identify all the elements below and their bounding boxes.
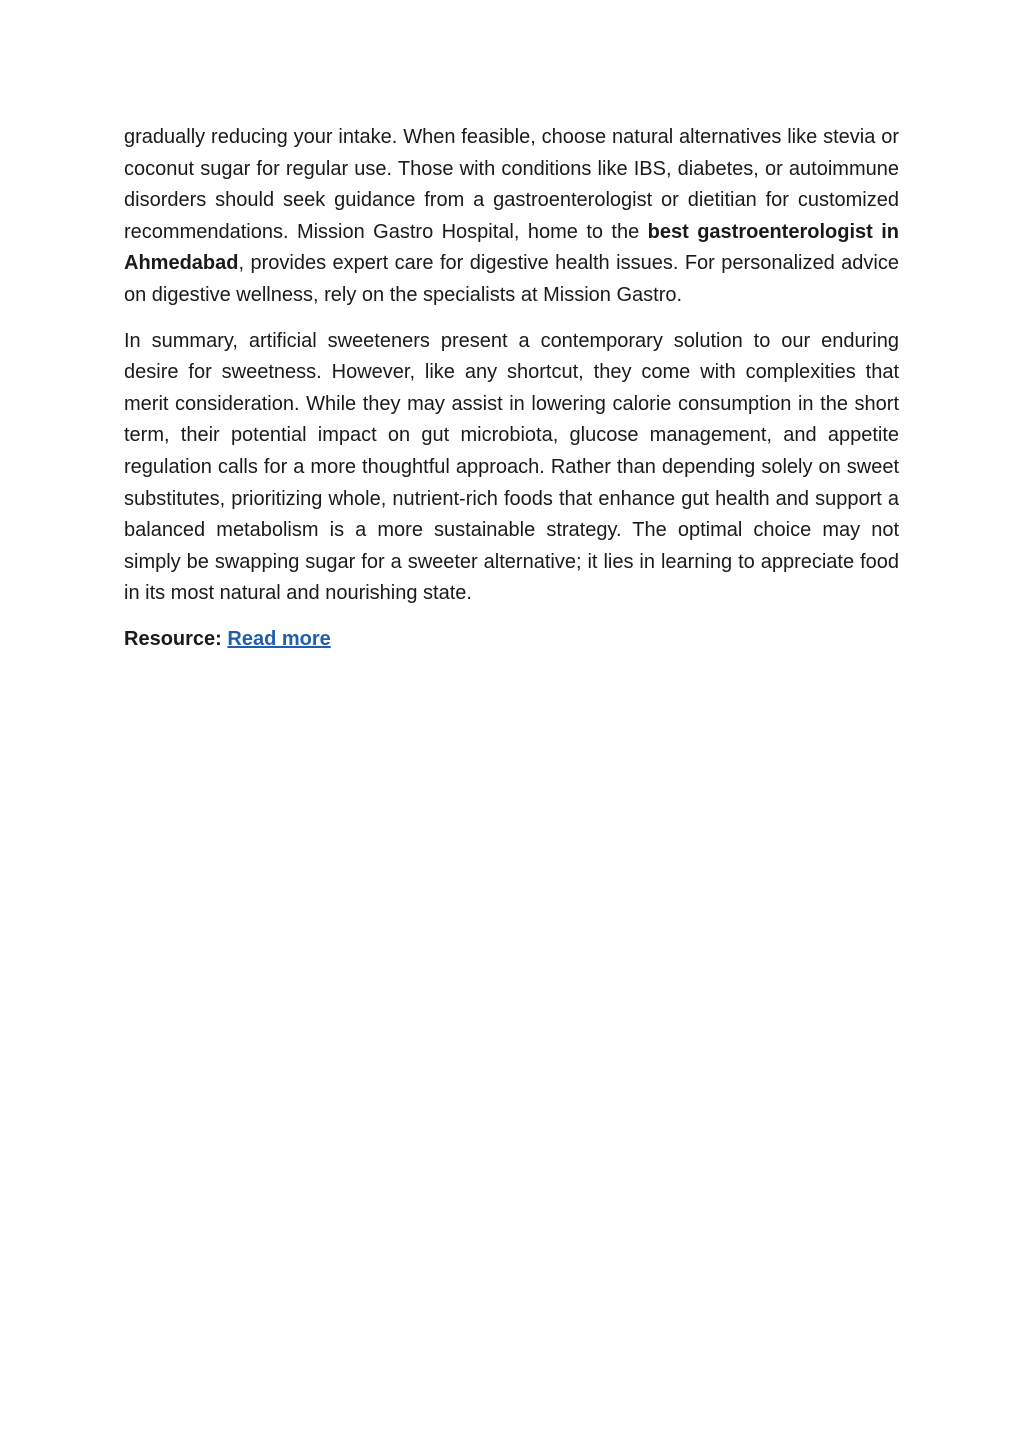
- resource-line: [124, 624, 899, 656]
- paragraph-summary: In summary, artificial sweeteners present a contemporary solution to our enduring desire for sweetness. However, like any shortcut, they come with complexities that merit consideration. While they may assist in lowering calorie consumption in the short term, their potential impact on gut microbiota, glucose management, and appetite regulation calls for a more thoughtful approach. Rather than depending solely on sweet substitutes, prioritizing whole, nutrient-rich foods that enhance gut health and support a balanced metabolism is a more sustainable strategy. The optimal choice may not simply be swapping sugar for a sweeter alternative; it lies in learning to appreciate food in its most natural and nourishing state.: [124, 329, 899, 605]
- read-more-link[interactable]: Read more: [227, 627, 331, 650]
- bold-keyword: best gastroenterologist in Ahmedabad: [124, 220, 899, 275]
- resource-label: Resource:: [124, 627, 228, 650]
- paragraph-digestive-care: [124, 122, 899, 312]
- paragraph-text-after: , provides expert care for digestive health issues. For personalized advice on digestive wellness, rely on the specialists at Mission Gastro.: [124, 252, 899, 306]
- paragraph-text-before: gradually reducing your intake. When feasible, choose natural alternatives like stevia or coconut sugar for regular use. Those with conditions like IBS, diabetes, or autoimmune disorders should seek guidance from a gastroenterologist or dietitian for customized recommendations. Mission Gastro Hospital, home to the: [124, 126, 899, 243]
- document-page: [124, 122, 899, 656]
